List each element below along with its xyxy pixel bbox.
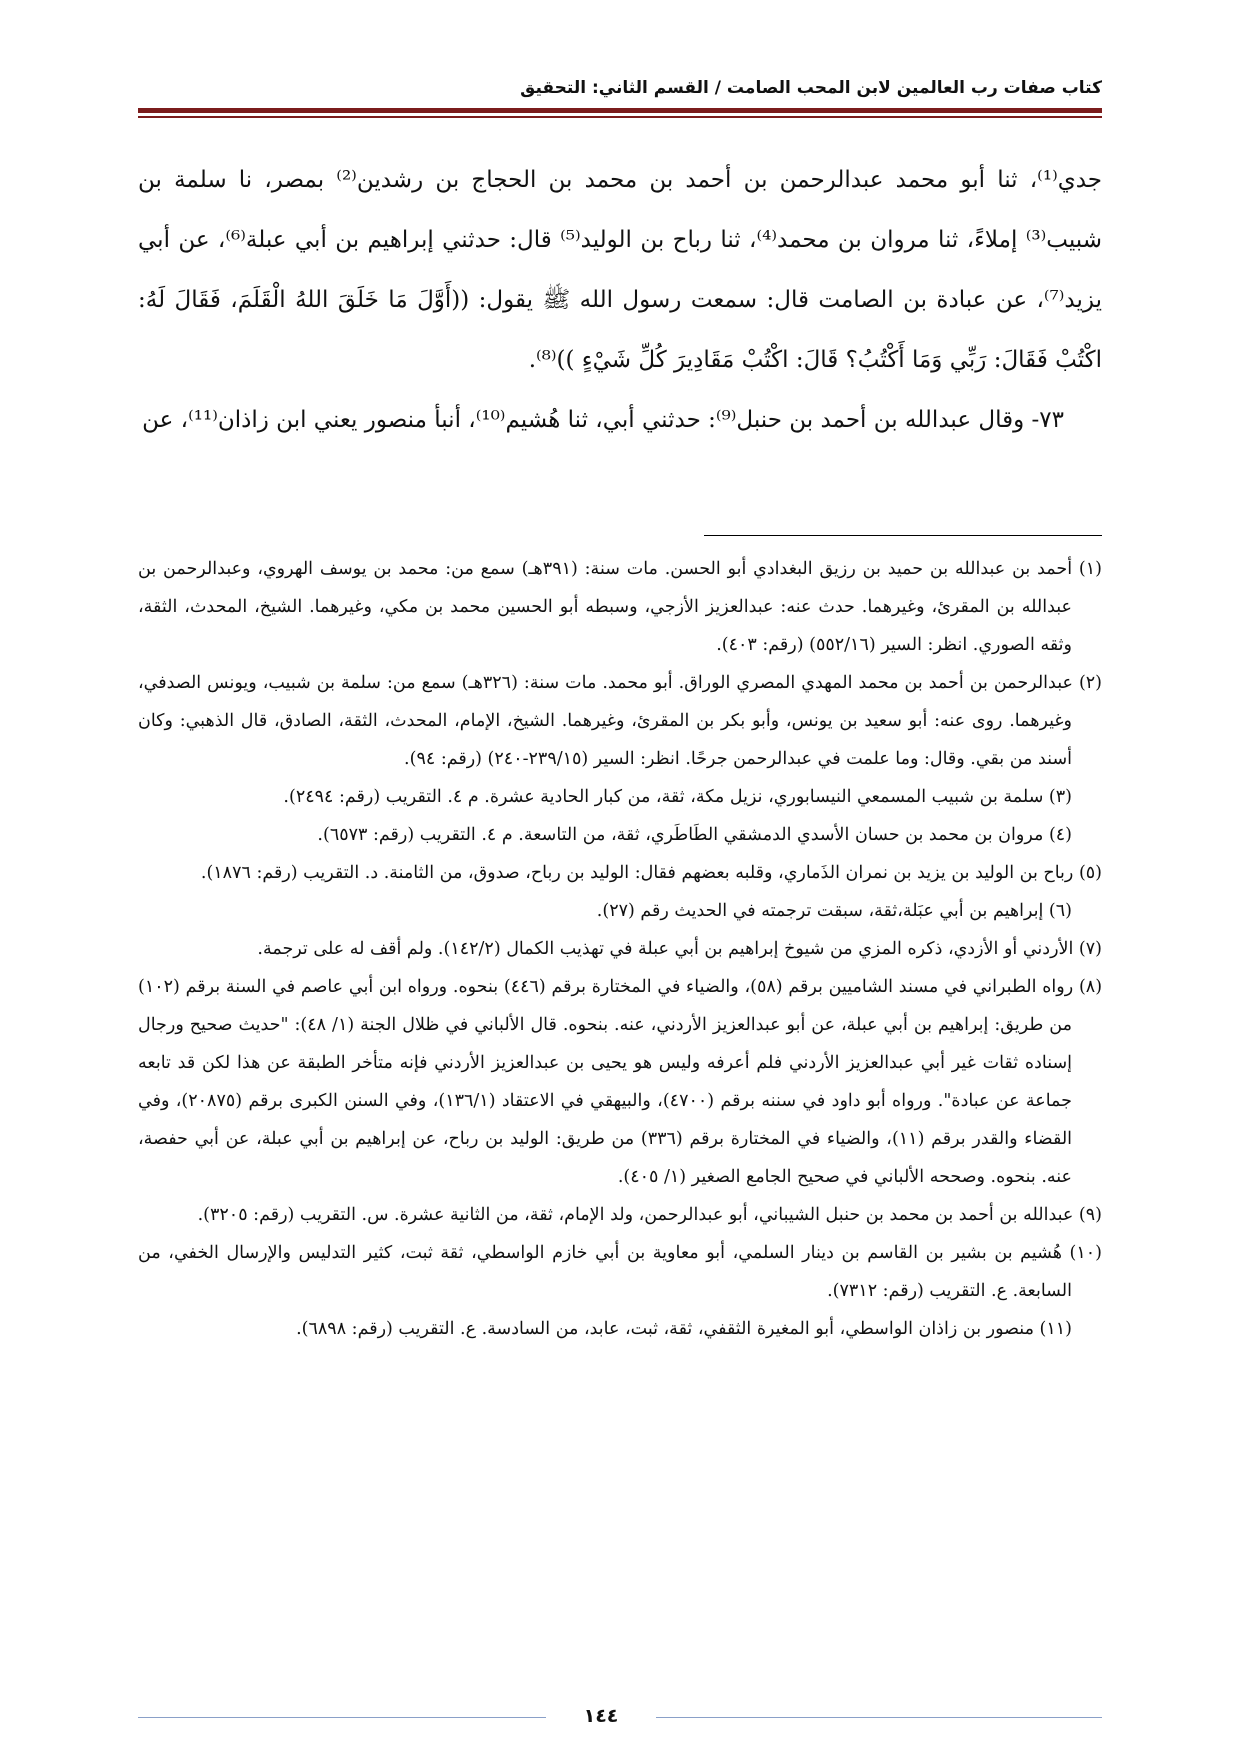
page-number: ١٤٤ [583, 1705, 619, 1727]
header-rule-thin [138, 116, 1102, 118]
main-text [138, 150, 1102, 450]
body-paragraph: جدي⁽¹⁾، ثنا أبو محمد عبدالرحمن بن أحمد بن محمد بن الحجاج بن رشدين⁽²⁾ بمصر، نا سلمة بن شبيب⁽³⁾ إملاءً، ثنا مروان بن محمد⁽⁴⁾، ثنا رباح بن الوليد⁽⁵⁾ قال: حدثني إبراهيم بن أبي عبلة⁽⁶⁾، عن أبي يزيد⁽⁷⁾، عن عبادة بن الصامت قال: سمعت رسول الله ﷺ يقول: ((أَوَّلَ مَا خَلَقَ اللهُ الْقَلَمَ، فَقَالَ لَهُ: اكْتُبْ فَقَالَ: رَبِّي وَمَا أَكْتُبُ؟ قَالَ: اكْتُبْ مَقَادِيرَ كُلِّ شَيْءٍ ))⁽⁸⁾. [138, 167, 1103, 373]
body-paragraph: ٧٣- وقال عبدالله بن أحمد بن حنبل⁽⁹⁾: حدثني أبي، ثنا هُشيم⁽¹⁰⁾، أنبأ منصور يعني ابن زاذان⁽¹¹⁾، عن [142, 407, 1064, 433]
footnote: (٦) إبراهيم بن أبي عبَلة،ثقة، سبقت ترجمته في الحديث رقم (٢٧). [596, 901, 1072, 921]
footnote: (٢) عبدالرحمن بن أحمد بن محمد المهدي المصري الوراق. أبو محمد. مات سنة: (٣٢٦هـ) سمع من: سلمة بن شبيب، ويونس الصدفي، وغيرهما. روى عنه: أبو سعيد بن يونس، وأبو بكر بن المقرئ، وغيرهما. الشيخ، الإمام، المحدث، الثقة، الصادق، قال الذهبي: وكان أسند من بقي. وقال: وما علمت في عبدالرحمن جرحًا. انظر: السير (٢٣٩/١٥-٢٤٠) (رقم: ٩٤). [138, 673, 1102, 769]
footer-rule-left [138, 1717, 546, 1718]
header-rule-thick [138, 108, 1102, 113]
footnote: (١) أحمد بن عبدالله بن حميد بن رزيق البغدادي أبو الحسن. مات سنة: (٣٩١هـ) سمع من: محمد بن يوسف الهروي، وعبدالرحمن بن عبدالله بن المقرئ، وغيرهما. حدث عنه: عبدالعزيز الأزجي، وسبطه أبو الحسين محمد بن مكي، وغيرهما. الشيخ، المحدث، الثقة، وثقه الصوري. انظر: السير (٥٥٢/١٦) (رقم: ٤٠٣). [138, 559, 1102, 655]
footnote: (٩) عبدالله بن أحمد بن محمد بن حنبل الشيباني، أبو عبدالرحمن، ولد الإمام، ثقة، من الثانية عشرة. س. التقريب (رقم: ٣٢٠٥). [197, 1205, 1102, 1225]
footnote: (٨) رواه الطبراني في مسند الشاميين برقم (٥٨)، والضياء في المختارة برقم (٤٤٦) بنحوه. ورواه ابن أبي عاصم في السنة برقم (١٠٢) من طريق: إبراهيم بن أبي عبلة، عن أبو عبدالعزيز الأردني، عنه. بنحوه. قال الألباني في ظلال الجنة (١/ ٤٨): "حديث صحيح ورجال إسناده ثقات غير أبي عبدالعزيز الأردني فلم أعرفه وليس هو يحيى بن عبدالعزيز الأردني فإنه متأخر الطبقة عن هذا لكن قد تابعه جماعة عن عبادة". ورواه أبو داود في سننه برقم (٤٧٠٠)، والبيهقي في الاعتقاد (١٣٦/١)، وفي السنن الكبرى برقم (٢٠٨٧٥)، وفي القضاء والقدر برقم (١١)، والضياء في المختارة برقم (٣٣٦) من طريق: الوليد بن رباح، عن إبراهيم بن أبي عبلة، عن أبي حفصة، عنه. بنحوه. وصححه الألباني في صحيح الجامع الصغير (١/ ٤٠٥). [138, 977, 1103, 1187]
footnote: (١٠) هُشيم بن بشير بن القاسم بن دينار السلمي، أبو معاوية بن أبي خازم الواسطي، ثقة ثبت، كثير التدليس والإرسال الخفي، من السابعة. ع. التقريب (رقم: ٧٣١٢). [138, 1243, 1102, 1301]
footnote: (٥) رباح بن الوليد بن يزيد بن نمران الذَماري، وقلبه بعضهم فقال: الوليد بن رباح، صدوق، من الثامنة. د. التقريب (رقم: ١٨٧٦). [200, 863, 1102, 883]
running-header: كتاب صفات رب العالمين لابن المحب الصامت / القسم الثاني: التحقيق [520, 78, 1102, 98]
footnote: (٤) مروان بن محمد بن حسان الأسدي الدمشقي الطَاطَري، ثقة، من التاسعة. م ٤. التقريب (رقم: ٦٥٧٣). [317, 825, 1072, 845]
footnote: (٧) الأردني أو الأزدي، ذكره المزي من شيوخ إبراهيم بن أبي عبلة في تهذيب الكمال (١٤٢/٢). ولم أقف له على ترجمة. [257, 939, 1102, 959]
footnote: (٣) سلمة بن شبيب المسمعي النيسابوري، نزيل مكة، ثقة، من كبار الحادية عشرة. م ٤. التقريب (رقم: ٢٤٩٤). [283, 787, 1072, 807]
footnote-separator [704, 535, 1102, 536]
footer-rule-right [656, 1717, 1102, 1718]
footnote: (١١) منصور بن زاذان الواسطي، أبو المغيرة الثقفي، ثقة، ثبت، عابد، من السادسة. ع. التقريب (رقم: ٦٨٩٨). [296, 1319, 1072, 1339]
footnotes [138, 550, 1102, 1348]
